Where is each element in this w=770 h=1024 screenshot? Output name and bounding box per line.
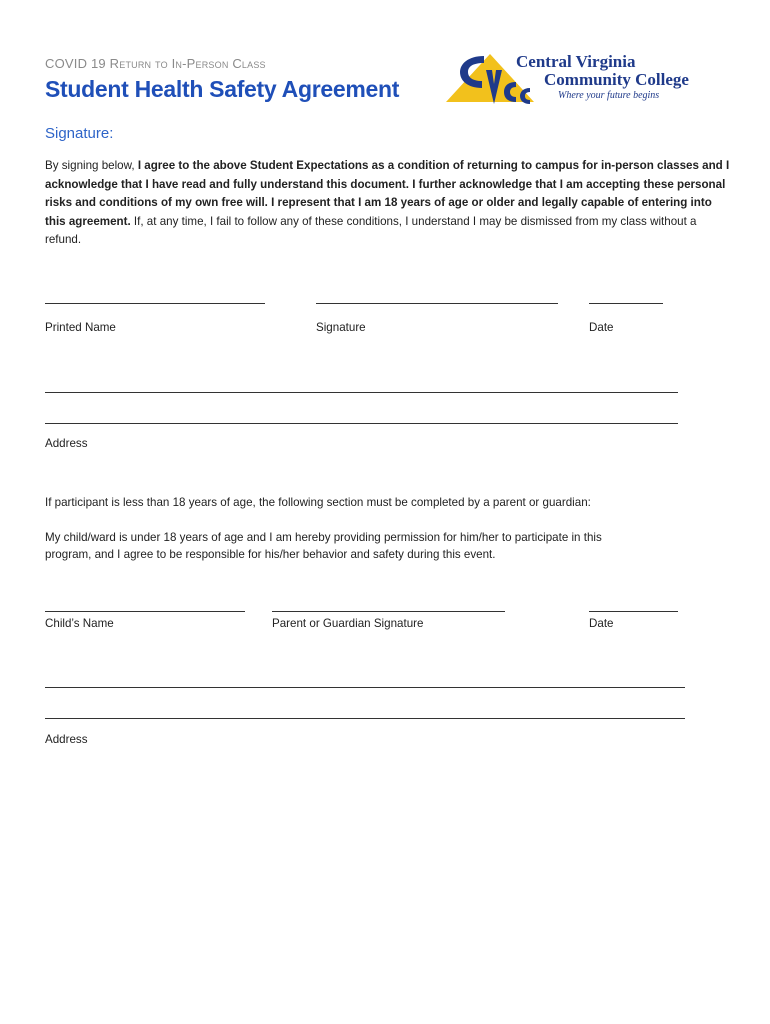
guardian-date-label: Date	[589, 617, 614, 630]
address-line-1[interactable]	[45, 392, 678, 393]
logo-text-line2: Community College	[544, 70, 689, 89]
address-label: Address	[45, 437, 88, 450]
childs-name-line[interactable]	[45, 611, 245, 612]
guardian-signature-line[interactable]	[272, 611, 505, 612]
printed-name-line[interactable]	[45, 303, 265, 304]
guardian-date-line[interactable]	[589, 611, 678, 612]
document-kicker: COVID 19 Return to In-Person Class	[45, 56, 266, 71]
printed-name-label: Printed Name	[45, 321, 116, 334]
guardian-address-line-2[interactable]	[45, 718, 685, 719]
logo-tagline: Where your future begins	[558, 90, 660, 101]
signature-heading: Signature:	[45, 125, 114, 142]
signature-line[interactable]	[316, 303, 558, 304]
guardian-address-label: Address	[45, 733, 88, 746]
intro-text-bold: I agree to the above Student Expectations as a condition of returning to campus for in-person classes and I acknowledge that I have read and fully understand this document. I further acknowledge that I am accepting these personal risks and conditions of my own free will. I represent that I am 18 years of age or older and legally capable of entering into this agreement.	[45, 159, 730, 228]
date-line[interactable]	[589, 303, 663, 304]
logo-text-line1: Central Virginia	[516, 52, 636, 71]
guardian-statement: My child/ward is under 18 years of age and I am hereby providing permission for him/her to participate in this program, and I agree to be responsible for his/her behavior and safety during this event.	[45, 531, 602, 561]
intro-text-2: If, at any time, I fail to follow any of these conditions, I understand I may be dismissed from my class without a refund.	[45, 214, 697, 247]
address-line-2[interactable]	[45, 423, 678, 424]
signature-label: Signature	[316, 321, 366, 334]
guardian-signature-label: Parent or Guardian Signature	[272, 617, 424, 630]
minor-note: If participant is less than 18 years of age, the following section must be completed by a parent or guardian:	[45, 496, 591, 509]
document-title: Student Health Safety Agreement	[45, 76, 400, 102]
childs-name-label: Child’s Name	[45, 617, 114, 630]
date-label: Date	[589, 321, 614, 334]
intro-text-1: By signing below,	[45, 159, 138, 172]
guardian-address-line-1[interactable]	[45, 687, 685, 688]
agreement-intro	[45, 157, 735, 250]
college-logo	[446, 48, 706, 110]
